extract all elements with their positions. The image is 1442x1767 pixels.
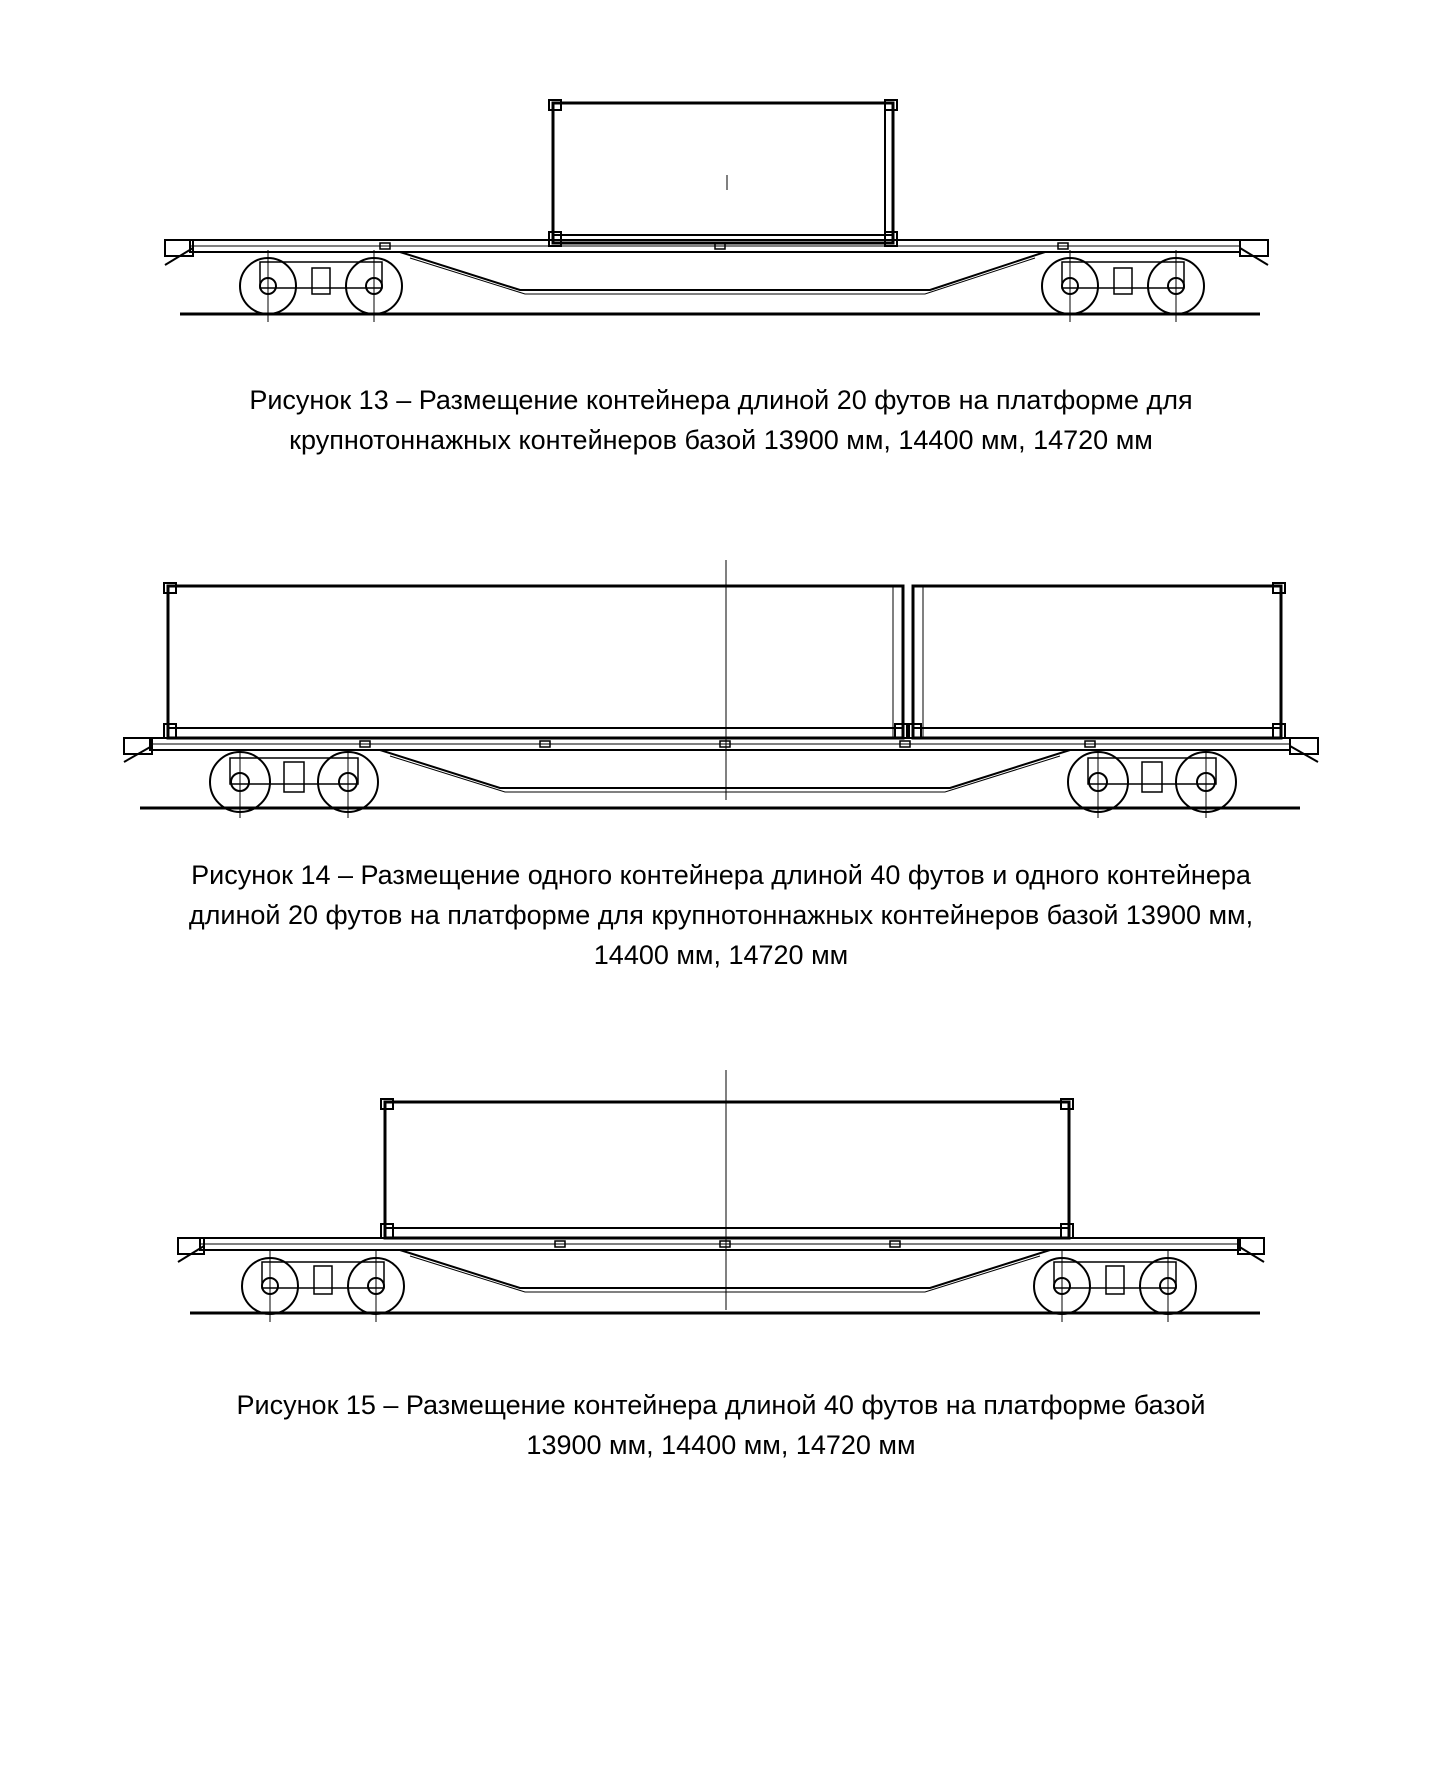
figure-14 (0, 500, 1442, 980)
figure-13-drawing (0, 0, 1442, 330)
bogie-right (1042, 250, 1204, 322)
caption-line: 13900 мм, 14400 мм, 14720 мм (526, 1430, 916, 1460)
figure-15-drawing (0, 1060, 1442, 1360)
figure-15 (0, 1060, 1442, 1480)
bogie-left (240, 250, 402, 322)
container-40ft (168, 586, 903, 738)
container-20ft (553, 103, 893, 243)
figure-15-caption (0, 1385, 1442, 1465)
figure-13 (0, 0, 1442, 470)
figure-13-caption (0, 380, 1442, 460)
center-sill (400, 1250, 1050, 1288)
bogie-left (242, 1250, 404, 1322)
coupler-left (165, 240, 193, 256)
caption-line: Рисунок 15 – Размещение контейнера длиной 40 футов на платформе базой (236, 1390, 1206, 1420)
bogie-right (1034, 1250, 1196, 1322)
coupler-left (124, 738, 152, 754)
coupler-right (1290, 738, 1318, 754)
figure-14-caption (0, 855, 1442, 975)
caption-line: 14400 мм, 14720 мм (593, 940, 849, 970)
center-sill (380, 750, 1070, 788)
caption-line: Рисунок 13 – Размещение контейнера длиной 20 футов на платформе для (249, 385, 1193, 415)
coupler-right (1240, 240, 1268, 256)
caption-line: крупнотоннажных контейнеров базой 13900 мм, 14400 мм, 14720 мм (289, 425, 1153, 455)
figure-14-drawing (0, 500, 1442, 830)
caption-line: Рисунок 14 – Размещение одного контейнера длиной 40 футов и одного контейнера (191, 860, 1251, 890)
container-40ft (385, 1102, 1069, 1238)
center-sill (400, 252, 1045, 290)
coupler-right (1238, 1238, 1264, 1254)
container-20ft (913, 586, 1281, 738)
caption-line: длиной 20 футов на платформе для крупнотоннажных контейнеров базой 13900 мм, (188, 900, 1254, 930)
